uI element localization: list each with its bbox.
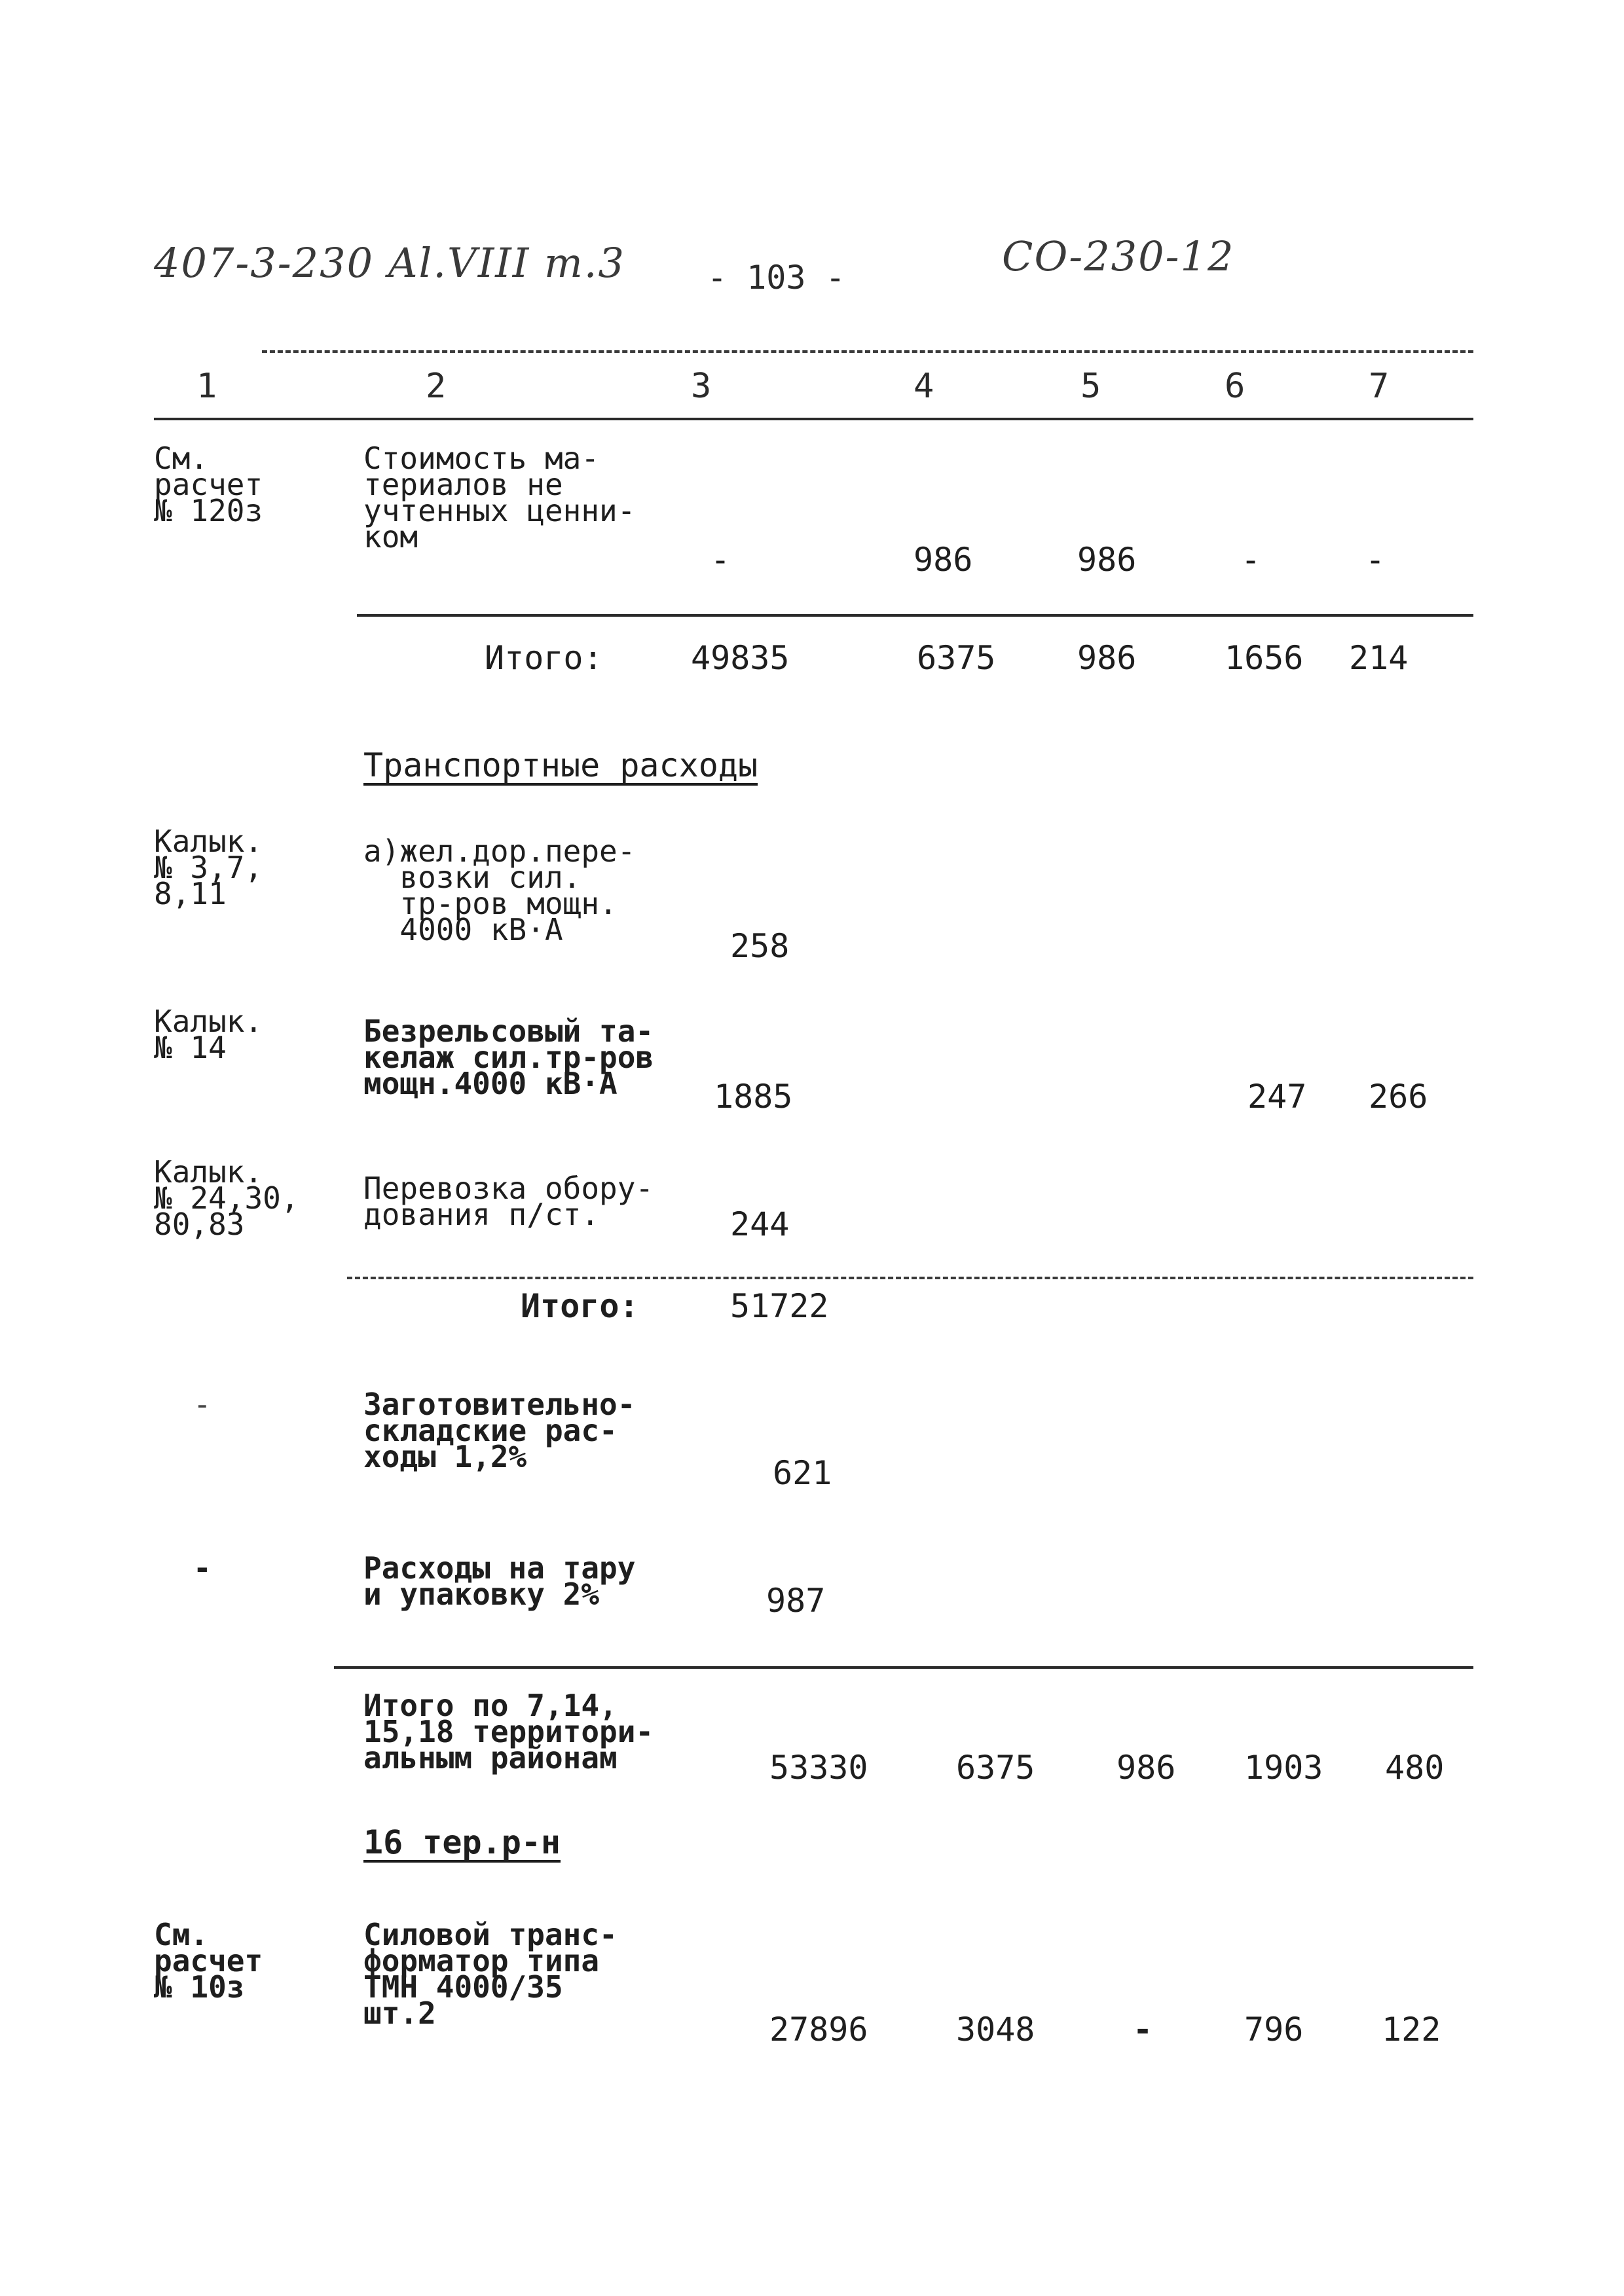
row-description: Силовой транс- форматор типа ТМН 4000/35 шт.2 <box>363 1917 618 2031</box>
cell-col3: 621 <box>773 1454 832 1492</box>
cell-col7: 266 <box>1369 1078 1428 1116</box>
row-divider <box>334 1666 1473 1669</box>
page-number: - 103 - <box>707 259 845 297</box>
cell-col3: 258 <box>730 927 790 965</box>
cell-col6: - <box>1241 541 1261 579</box>
row-reference: См. расчет № 10з <box>154 1917 263 2005</box>
row-reference: - <box>193 1387 212 1422</box>
cell-col3: 987 <box>766 1582 826 1620</box>
total-col6: 1656 <box>1225 639 1304 677</box>
cell-col6: 247 <box>1247 1078 1307 1116</box>
column-header-3: 3 <box>691 367 712 406</box>
subtotal-col4: 6375 <box>956 1749 1035 1787</box>
total-col3: 49835 <box>691 639 790 677</box>
row-description: Перевозка обору- дования п/ст. <box>363 1171 654 1232</box>
cell-col4: 3048 <box>956 2011 1035 2049</box>
cell-col3: 27896 <box>769 2011 868 2049</box>
cell-col4: 986 <box>913 541 973 579</box>
cell-col5: 986 <box>1077 541 1137 579</box>
row-reference: Калык. № 24,30, 80,83 <box>154 1154 299 1242</box>
total-col4: 6375 <box>917 639 996 677</box>
handwritten-sheet-code: СО-230-12 <box>1002 232 1235 280</box>
row-reference: Калык. № 3,7, 8,11 <box>154 824 263 911</box>
row-description: Стоимость ма- териалов не учтенных ценни- ком <box>363 441 636 555</box>
subtotal-col6: 1903 <box>1244 1749 1323 1787</box>
subtotal-col5: 986 <box>1116 1749 1176 1787</box>
cell-col7: - <box>1365 541 1386 579</box>
header-bottom-rule <box>154 418 1473 420</box>
row-description: Заготовительно- складские рас- ходы 1,2% <box>363 1387 636 1474</box>
total-col7: 214 <box>1349 639 1409 677</box>
row-reference: Калык. № 14 <box>154 1004 263 1065</box>
subtotal-col7: 480 <box>1385 1749 1445 1787</box>
row-reference: - <box>193 1550 212 1586</box>
row-divider <box>357 614 1473 617</box>
column-header-4: 4 <box>913 367 934 406</box>
cell-col3: 244 <box>730 1205 790 1243</box>
cell-col3: 1885 <box>714 1078 793 1116</box>
column-header-1: 1 <box>196 367 217 406</box>
top-dashed-rule <box>262 350 1473 353</box>
row-description: Расходы на тару и упаковку 2% <box>363 1550 636 1612</box>
cell-col5: - <box>1133 2011 1153 2049</box>
subtotal-col3: 53330 <box>769 1749 868 1787</box>
cell-col6: 796 <box>1244 2011 1304 2049</box>
total-col5: 986 <box>1077 639 1137 677</box>
section-heading-transport: Транспортные расходы <box>363 746 758 784</box>
row-description: Безрельсовый та- келаж сил.тр-ров мощн.4000 кВ·А <box>363 1013 654 1101</box>
total-label: Итого: <box>485 639 603 677</box>
cell-col7: 122 <box>1382 2011 1441 2049</box>
column-header-2: 2 <box>426 367 447 406</box>
row-description: а)жел.дор.пере- возки сил. тр-ров мощн. 4000 кВ·А <box>363 833 636 947</box>
row-reference: См. расчет № 120з <box>154 441 263 528</box>
column-header-6: 6 <box>1225 367 1246 406</box>
column-header-5: 5 <box>1080 367 1101 406</box>
total-label: Итого: <box>521 1287 639 1325</box>
column-header-7: 7 <box>1369 367 1390 406</box>
subtotal-description: Итого по 7,14, 15,18 территори- альным районам <box>363 1688 654 1776</box>
handwritten-document-code: 407-3-230 Al.VIII т.3 <box>154 239 625 287</box>
cell-col3: - <box>710 541 731 579</box>
section-heading-territory-16: 16 тер.р-н <box>363 1823 561 1861</box>
row-divider <box>347 1277 1473 1279</box>
total-col3: 51722 <box>730 1287 829 1325</box>
